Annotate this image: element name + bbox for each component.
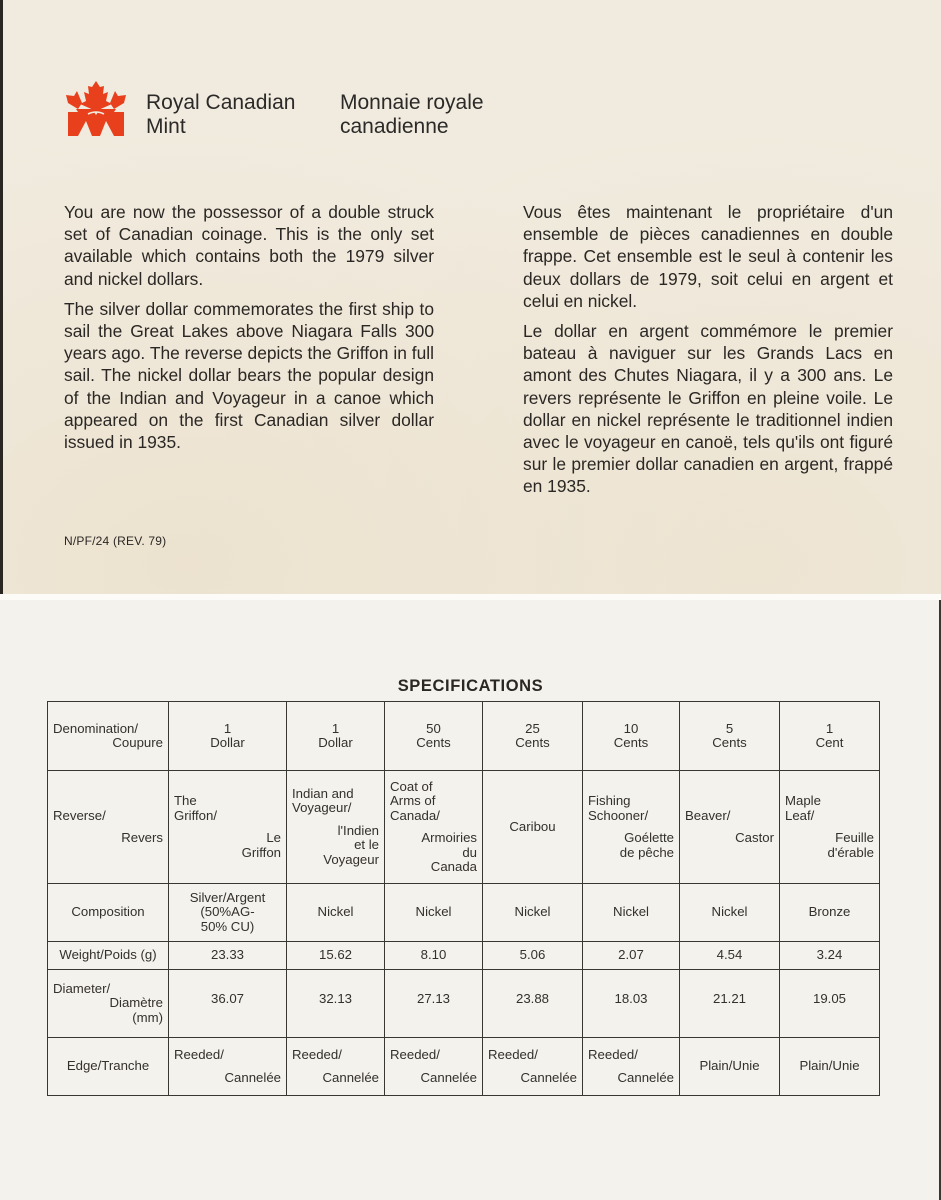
denomination-cell — [169, 702, 287, 771]
reverse-text-fr: et le — [354, 837, 379, 853]
denomination-text: Cent — [815, 735, 844, 750]
composition-cell — [287, 884, 385, 942]
edge-text: Plain/Unie — [799, 1058, 860, 1074]
edge-text-en: Reeded/ — [292, 1047, 342, 1062]
row-header-text: Revers — [121, 830, 163, 845]
weight-cell — [169, 942, 287, 970]
edge-text-fr: Cannelée — [420, 1069, 477, 1085]
diameter-cell — [680, 970, 780, 1038]
weight-value: 5.06 — [519, 947, 546, 963]
composition-text: Nickel — [317, 904, 354, 920]
brand-english-line1: Royal Canadian — [146, 91, 296, 114]
edge-cell — [169, 1038, 287, 1096]
edge-text-en: Reeded/ — [390, 1047, 440, 1062]
spacer — [174, 823, 281, 831]
edge-cell — [287, 1038, 385, 1096]
row-header-text: Reverse/ — [53, 807, 106, 823]
denomination-text: Cents — [613, 735, 649, 750]
diameter-value: 27.13 — [416, 991, 450, 1006]
denomination-cell — [780, 702, 880, 771]
edge-text-en: Reeded/ — [488, 1047, 538, 1062]
denomination-text: 1 — [331, 720, 340, 736]
row-header-text: Denomination/ — [53, 720, 139, 736]
row-header-edge — [48, 1038, 169, 1096]
reverse-cell — [780, 771, 880, 884]
reverse-text-fr: Voyageur — [323, 851, 379, 867]
row-header-text: Composition — [71, 904, 145, 920]
composition-text: Nickel — [514, 904, 551, 920]
edge-text-fr: Cannelée — [520, 1069, 577, 1085]
composition-cell — [483, 884, 583, 942]
edge-cell — [680, 1038, 780, 1096]
composition-text: Nickel — [613, 904, 649, 920]
reverse-text-en: Maple — [785, 793, 821, 808]
weight-value: 3.24 — [816, 947, 843, 963]
diameter-cell — [287, 970, 385, 1038]
reverse-text-en: Canada/ — [390, 807, 440, 823]
reverse-cell — [483, 771, 583, 884]
row-header-composition — [48, 884, 169, 942]
row-header-text: (mm) — [132, 1009, 163, 1025]
weight-value: 4.54 — [716, 947, 743, 963]
reverse-text-fr: Griffon — [241, 844, 281, 860]
diameter-cell — [169, 970, 287, 1038]
edge-cell — [483, 1038, 583, 1096]
weight-cell — [287, 942, 385, 970]
edge-text-en: Reeded/ — [588, 1047, 638, 1062]
diameter-row — [48, 970, 880, 1038]
reverse-text-en: Leaf/ — [785, 807, 815, 823]
denomination-text: 1 — [223, 720, 232, 736]
edge-text-en: Reeded/ — [174, 1047, 224, 1062]
english-text-column — [64, 201, 434, 461]
reverse-text-fr: du — [462, 844, 477, 860]
weight-value: 8.10 — [420, 947, 447, 963]
weight-value: 15.62 — [318, 947, 352, 963]
diameter-cell — [385, 970, 483, 1038]
reverse-text-fr: Le — [266, 830, 281, 845]
composition-cell — [780, 884, 880, 942]
denomination-row — [48, 702, 880, 771]
weight-cell — [583, 942, 680, 970]
reverse-text-fr: d'érable — [827, 844, 874, 860]
brand-name-english — [146, 91, 295, 139]
edge-row — [48, 1038, 880, 1096]
weight-cell — [385, 942, 483, 970]
reverse-text-fr: Canada — [430, 859, 477, 874]
reverse-text-en: Coat of — [390, 778, 433, 794]
composition-text: Nickel — [415, 904, 452, 920]
reverse-text-en: Caribou — [509, 818, 556, 834]
denomination-text: Cents — [712, 735, 747, 750]
denomination-cell — [385, 702, 483, 771]
reverse-text-en: Arms of — [390, 793, 436, 808]
french-paragraph: Le dollar en argent commémore le premier bateau à naviguer sur les Grands Lacs en amont des Chutes Niagara, il y a 300 ans. Le revers représente le Griffon en pleine voile. Le dollar en nickel représente le traditionnel indien avec le voyageur en canoë, tels qu'ils ont figuré sur le premier dollar canadien en argent, frappé en 1935. — [523, 321, 893, 497]
weight-value: 23.33 — [210, 947, 244, 963]
edge-cell — [385, 1038, 483, 1096]
reverse-text-en: Voyageur/ — [292, 800, 352, 816]
denomination-text: Cents — [416, 735, 451, 750]
denomination-cell — [287, 702, 385, 771]
reverse-text-en: Fishing — [588, 793, 631, 808]
weight-value: 2.07 — [618, 947, 644, 963]
composition-cell — [169, 884, 287, 942]
english-paragraph: The silver dollar commemorates the first ship to sail the Great Lakes above Niagara Falls 300 years ago. The reverse depicts the Griffon in full sail. The nickel dollar bears the popular design of the Indian and Voyageur in a canoe which appeared on the first Canadian silver dollar issued in 1935. — [64, 298, 434, 453]
diameter-value: 23.88 — [515, 991, 549, 1006]
composition-cell — [680, 884, 780, 942]
reverse-text-en: Schooner/ — [588, 807, 649, 823]
reverse-cell — [680, 771, 780, 884]
brand-french-line2: canadienne — [340, 115, 449, 138]
diameter-cell — [780, 970, 880, 1038]
diameter-value: 32.13 — [318, 991, 352, 1006]
specifications-title: SPECIFICATIONS — [397, 677, 544, 695]
reverse-text-fr: Castor — [735, 830, 774, 845]
reverse-text-en: Griffon/ — [174, 807, 218, 823]
row-header-text: Weight/Poids (g) — [59, 947, 157, 963]
denomination-text: 1 — [825, 720, 834, 736]
reverse-row — [48, 771, 880, 884]
composition-text: Nickel — [711, 904, 748, 920]
french-text-column — [523, 201, 893, 506]
composition-cell — [583, 884, 680, 942]
diameter-value: 18.03 — [614, 991, 648, 1006]
composition-cell — [385, 884, 483, 942]
row-header-diameter — [48, 970, 169, 1038]
reverse-text-en: Beaver/ — [685, 807, 731, 823]
denomination-cell — [680, 702, 780, 771]
specifications-table — [47, 701, 880, 1096]
composition-row — [48, 884, 880, 942]
brand-french-line1: Monnaie royale — [340, 91, 484, 114]
row-header-text: Diameter/ — [53, 980, 111, 996]
composition-text: Silver/Argent — [189, 889, 266, 905]
denomination-cell — [483, 702, 583, 771]
reverse-text-fr: l'Indien — [337, 822, 379, 838]
reverse-text-fr: de pêche — [619, 844, 674, 860]
denomination-text: Dollar — [318, 735, 353, 750]
brand-english-line2: Mint — [146, 115, 186, 138]
maple-leaf-mint-logo-icon — [66, 81, 126, 136]
denomination-text: 10 — [623, 720, 639, 736]
edge-text: Plain/Unie — [699, 1058, 760, 1074]
diameter-value: 36.07 — [210, 991, 244, 1006]
edge-text-fr: Cannelée — [322, 1069, 379, 1085]
edge-cell — [583, 1038, 680, 1096]
reverse-cell — [287, 771, 385, 884]
row-header-reverse — [48, 771, 169, 884]
card-front — [0, 0, 941, 594]
denomination-text: 5 — [725, 720, 734, 736]
denomination-text: 50 — [426, 720, 441, 736]
reverse-text-fr: Feuille — [835, 830, 874, 845]
brand-name-french — [340, 91, 484, 139]
composition-text: (50%AG- — [200, 904, 255, 920]
row-header-text: Coupure — [112, 735, 163, 750]
french-paragraph: Vous êtes maintenant le propriétaire d'un ensemble de pièces canadiennes en double frappe. Cet ensemble est le seul à contenir les deux dollars de 1979, soit celui en argent et celui en nickel. — [523, 202, 893, 311]
row-header-text: Diamètre — [109, 995, 163, 1011]
english-paragraph: You are now the possessor of a double struck set of Canadian coinage. This is the only set available which contains both the 1979 silver and nickel dollars. — [64, 202, 434, 289]
reverse-text-en: The — [174, 793, 197, 808]
reverse-cell — [169, 771, 287, 884]
diameter-value: 19.05 — [812, 991, 846, 1006]
diameter-cell — [583, 970, 680, 1038]
row-header-weight — [48, 942, 169, 970]
denomination-text: Dollar — [210, 735, 245, 750]
denomination-cell — [583, 702, 680, 771]
reverse-text-fr: Armoiries — [421, 830, 477, 845]
reverse-cell — [385, 771, 483, 884]
edge-cell — [780, 1038, 880, 1096]
row-header-denomination — [48, 702, 169, 771]
reverse-text-fr: Goélette — [624, 830, 674, 845]
denomination-text: Cents — [515, 735, 550, 750]
weight-cell — [780, 942, 880, 970]
weight-cell — [483, 942, 583, 970]
reverse-text-en: Indian and — [292, 785, 354, 801]
weight-cell — [680, 942, 780, 970]
reverse-cell — [583, 771, 680, 884]
form-code: N/PF/24 (REV. 79) — [64, 534, 167, 548]
weight-row — [48, 942, 880, 970]
edge-text-fr: Cannelée — [617, 1069, 674, 1085]
edge-text-fr: Cannelée — [224, 1069, 281, 1085]
row-header-text: Edge/Tranche — [66, 1058, 150, 1074]
composition-text: 50% CU) — [200, 918, 255, 934]
diameter-cell — [483, 970, 583, 1038]
denomination-text: 25 — [525, 720, 540, 736]
diameter-value: 21.21 — [712, 991, 746, 1006]
composition-text: Bronze — [808, 904, 851, 920]
